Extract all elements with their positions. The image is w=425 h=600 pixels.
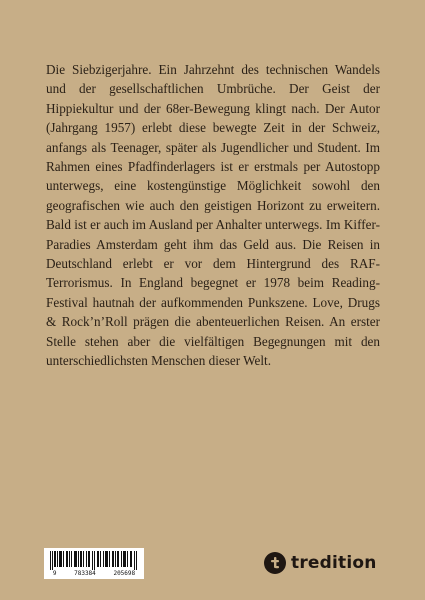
publisher-name: tredition: [291, 553, 377, 573]
barcode-group-1: 783384: [74, 570, 96, 577]
publisher-logo: [264, 552, 377, 574]
barcode-digits: [44, 569, 144, 578]
barcode-bars: [50, 551, 138, 570]
isbn-barcode: [44, 548, 144, 579]
barcode-group-2: 205698: [113, 570, 136, 577]
back-cover-blurb: Die Siebzigerjahre. Ein Jahrzehnt des technischen Wandels und der gesellschaftlichen Umbrüche. Der Geist der Hippiekultur und der 68er-Bewegung klingt nach. Der Autor (Jahrgang 1957) erlebt diese bewegte Zeit in der Schweiz, anfangs als Teenager, später als Jugendlicher und Student. Im Rahmen eines Pfadfinderlagers ist er erstmals per Autostopp unterwegs, eine kostengünstige Möglichkeit sowohl den geografischen wie auch den geistigen Horizont zu erweitern. Bald ist er auch im Ausland per Anhalter unterwegs. Im Kiffer-Paradies Amsterdam geht ihm das Geld aus. Die Reisen in Deutschland erlebt er vor dem Hintergrund des RAF-Terrorismus. In England begegnet er 1978 beim Reading-Festival hautnah der aufkommenden Punkszene. Love, Drugs & Rock’n’Roll prägen die abenteuerlichen Reisen. An erster Stelle stehen aber die vielfältigen Begegnungen mit den unterschiedlichsten Menschen dieser Welt.: [46, 62, 380, 369]
barcode-lead-digit: 9: [52, 570, 57, 577]
t-logo-icon: [264, 552, 286, 574]
